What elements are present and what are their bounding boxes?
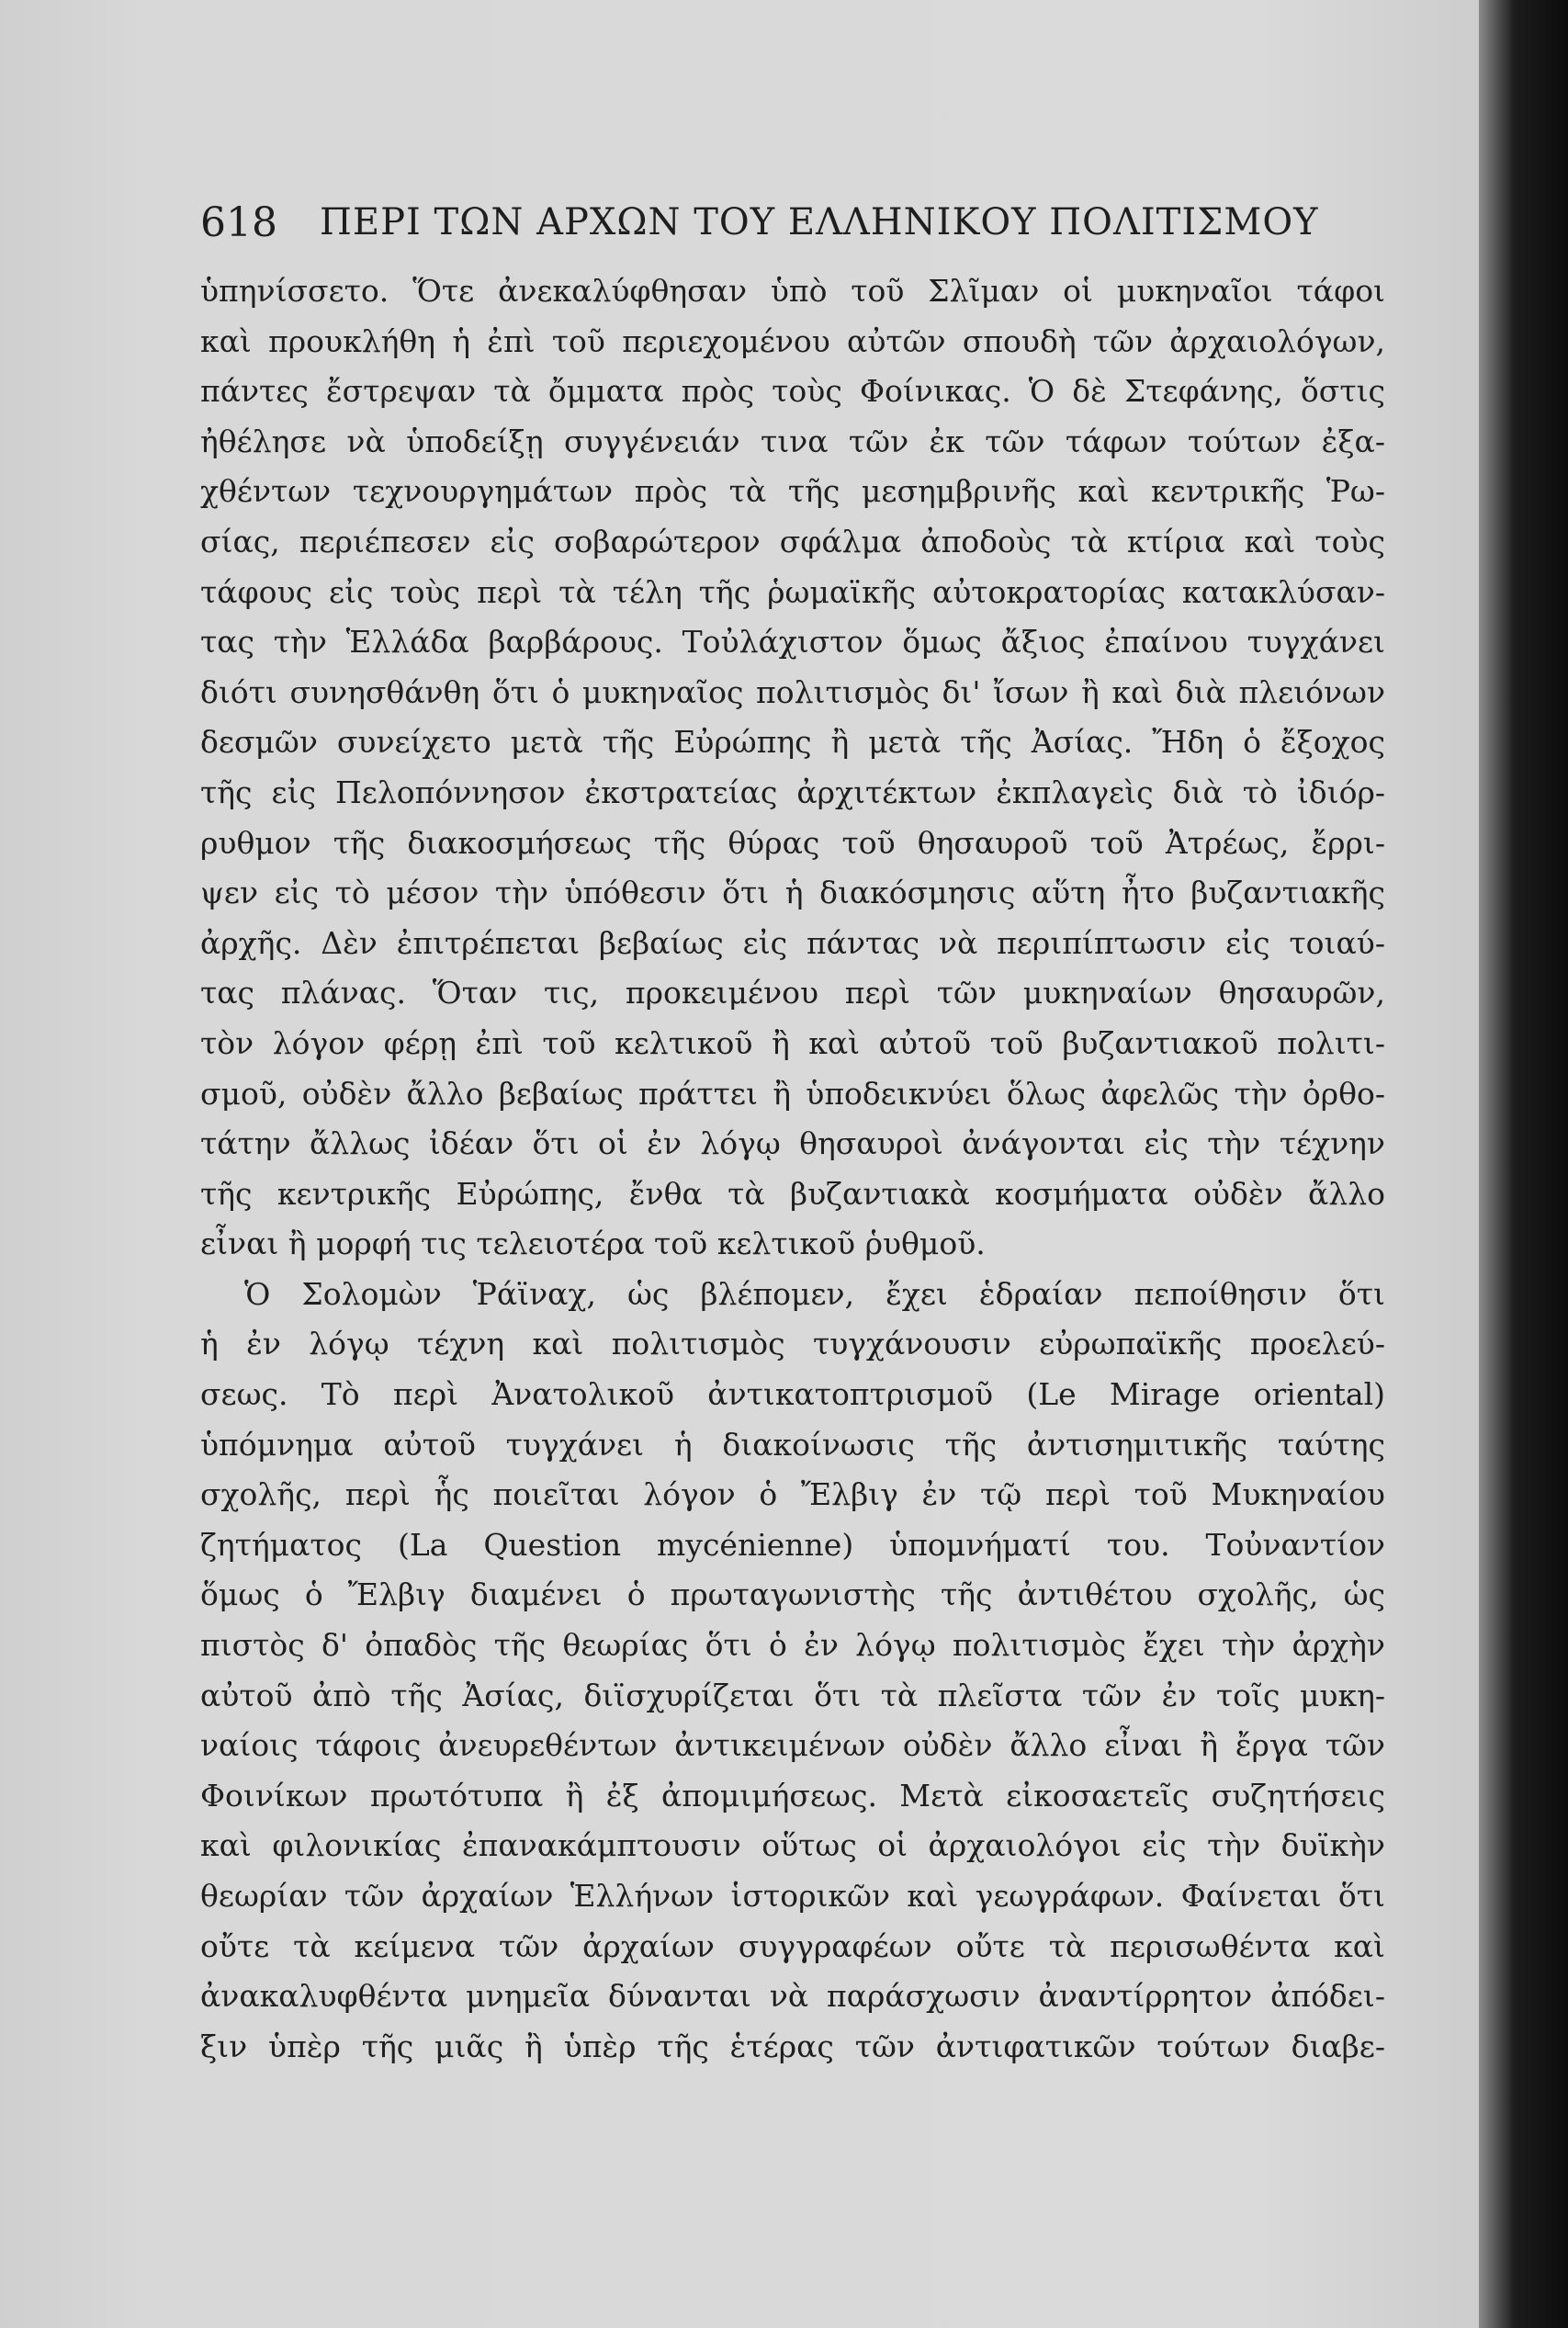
text-line: διότι συνησθάνθη ὅτι ὁ μυκηναῖος πολιτισμὸς δι' ἴσων ἢ καὶ διὰ πλειόνων <box>200 673 1385 710</box>
text-line: πάντες ἔστρεψαν τὰ ὄμματα πρὸς τοὺς Φοίνικας. Ὁ δὲ Στεφάνης, ὅστις <box>200 373 1385 410</box>
text-line: χθέντων τεχνουργημάτων πρὸς τὰ τῆς μεσημβρινῆς καὶ κεντρικῆς Ῥω- <box>200 473 1385 510</box>
text-line: τας πλάνας. Ὅταν τις, προκειμένου περὶ τῶν μυκηναίων θησαυρῶν, <box>200 975 1385 1011</box>
text-line: καὶ προυκλήθη ἡ ἐπὶ τοῦ περιεχομένου αὐτῶν σπουδὴ τῶν ἀρχαιολόγων, <box>200 322 1385 359</box>
text-line: ὑπηνίσσετο. Ὅτε ἀνεκαλύφθησαν ὑπὸ τοῦ Σλῖμαν οἱ μυκηναῖοι τάφοι <box>200 273 1385 309</box>
text-line: ὑπόμνημα αὐτοῦ τυγχάνει ἡ διακοίνωσις τῆς ἀντισημιτικῆς ταύτης <box>200 1426 1385 1463</box>
text-line: ρυθμον τῆς διακοσμήσεως τῆς θύρας τοῦ θησαυροῦ τοῦ Ἀτρέως, ἔρρι- <box>200 824 1385 861</box>
paragraph-end-line: εἶναι ἢ μορφή τις τελειοτέρα τοῦ κελτικοῦ ῥυθμοῦ. <box>200 1226 986 1262</box>
text-line: τῆς κεντρικῆς Εὐρώπης, ἔνθα τὰ βυζαντιακὰ κοσμήματα οὐδὲν ἄλλο <box>200 1175 1385 1212</box>
text-line: ὅμως ὁ Ἔλβιγ διαμένει ὁ πρωταγωνιστὴς τῆς ἀντιθέτου σχολῆς, ὡς <box>200 1576 1385 1613</box>
text-line: ἡ ἐν λόγῳ τέχνη καὶ πολιτισμὸς τυγχάνουσιν εὐρωπαϊκῆς προελεύ- <box>200 1326 1385 1362</box>
text-line: αὐτοῦ ἀπὸ τῆς Ἀσίας, διϊσχυρίζεται ὅτι τὰ πλεῖστα τῶν ἐν τοῖς μυκη- <box>200 1677 1385 1713</box>
text-line: τῆς εἰς Πελοπόννησον ἐκστρατείας ἀρχιτέκτων ἐκπλαγεὶς διὰ τὸ ἰδιόρ- <box>200 774 1385 810</box>
body-text <box>200 266 1385 2072</box>
page-number: 618 <box>200 198 277 246</box>
running-title: ΠΕΡΙ ΤΩΝ ΑΡΧΩΝ ΤΟΥ ΕΛΛΗΝΙΚΟΥ ΠΟΛΙΤΙΣΜΟΥ <box>320 201 1319 243</box>
text-line: σεως. Τὸ περὶ Ἀνατολικοῦ ἀντικατοπτρισμοῦ (Le Mirage oriental) <box>200 1376 1385 1413</box>
text-line: ἠθέλησε νὰ ὑποδείξῃ συγγένειάν τινα τῶν ἐκ τῶν τάφων τούτων ἐξα- <box>200 423 1385 459</box>
text-line: ψεν εἰς τὸ μέσον τὴν ὑπόθεσιν ὅτι ἡ διακόσμησις αὕτη ἦτο βυζαντιακῆς <box>200 875 1385 911</box>
text-line: θεωρίαν τῶν ἀρχαίων Ἑλλήνων ἱστορικῶν καὶ γεωγράφων. Φαίνεται ὅτι <box>200 1878 1385 1914</box>
text-line: ξιν ὑπὲρ τῆς μιᾶς ἢ ὑπὲρ τῆς ἑτέρας τῶν ἀντιφατικῶν τούτων διαβε- <box>200 2028 1385 2064</box>
text-line: δεσμῶν συνείχετο μετὰ τῆς Εὐρώπης ἢ μετὰ τῆς Ἀσίας. Ἤδη ὁ ἔξοχος <box>200 724 1385 761</box>
text-line: σχολῆς, περὶ ἧς ποιεῖται λόγον ὁ Ἔλβιγ ἐν τῷ περὶ τοῦ Μυκηναίου <box>200 1476 1385 1513</box>
text-line: ἀνακαλυφθέντα μνημεῖα δύνανται νὰ παράσχωσιν ἀναντίρρητον ἀπόδει- <box>200 1978 1385 2015</box>
text-line: πιστὸς δ' ὀπαδὸς τῆς θεωρίας ὅτι ὁ ἐν λόγῳ πολιτισμὸς ἔχει τὴν ἀρχὴν <box>200 1627 1385 1664</box>
text-line: τὸν λόγον φέρῃ ἐπὶ τοῦ κελτικοῦ ἢ καὶ αὐτοῦ τοῦ βυζαντιακοῦ πολιτι- <box>200 1024 1385 1061</box>
text-line: ἀρχῆς. Δὲν ἐπιτρέπεται βεβαίως εἰς πάντας νὰ περιπίπτωσιν εἰς τοιαύ- <box>200 924 1385 961</box>
text-line: ναίοις τάφοις ἀνευρεθέντων ἀντικειμένων οὐδὲν ἄλλο εἶναι ἢ ἔργα τῶν <box>200 1727 1385 1764</box>
book-binding-shadow <box>1479 0 1568 2328</box>
page-header <box>200 195 1394 250</box>
text-line: ζητήματος (La Question mycénienne) ὑπομνήματί του. Τοὐναντίον <box>200 1526 1385 1563</box>
text-line: οὔτε τὰ κείμενα τῶν ἀρχαίων συγγραφέων οὔτε τὰ περισωθέντα καὶ <box>200 1927 1385 1964</box>
text-line: σίας, περιέπεσεν εἰς σοβαρώτερον σφάλμα ἀποδοὺς τὰ κτίρια καὶ τοὺς <box>200 523 1385 559</box>
text-line: Φοινίκων πρωτότυπα ἢ ἐξ ἀπομιμήσεως. Μετὰ εἰκοσαετεῖς συζητήσεις <box>200 1777 1385 1814</box>
text-line: τάτην ἄλλως ἰδέαν ὅτι οἱ ἐν λόγῳ θησαυροὶ ἀνάγονται εἰς τὴν τέχνην <box>200 1125 1385 1162</box>
text-line: σμοῦ, οὐδὲν ἄλλο βεβαίως πράττει ἢ ὑποδεικνύει ὅλως ἀφελῶς τὴν ὀρθο- <box>200 1075 1385 1112</box>
text-line: τάφους εἰς τοὺς περὶ τὰ τέλη τῆς ῥωμαϊκῆς αὐτοκρατορίας κατακλύσαν- <box>200 573 1385 610</box>
text-line: τας τὴν Ἑλλάδα βαρβάρους. Τοὐλάχιστον ὅμως ἄξιος ἐπαίνου τυγχάνει <box>200 624 1385 661</box>
paragraph-start-line: Ὁ Σολομὼν Ῥάϊναχ, ὡς βλέπομεν, ἔχει ἑδραίαν πεποίθησιν ὅτι <box>244 1275 1385 1312</box>
text-line: καὶ φιλονικίας ἐπανακάμπτουσιν οὕτως οἱ ἀρχαιολόγοι εἰς τὴν δυϊκὴν <box>200 1827 1385 1864</box>
